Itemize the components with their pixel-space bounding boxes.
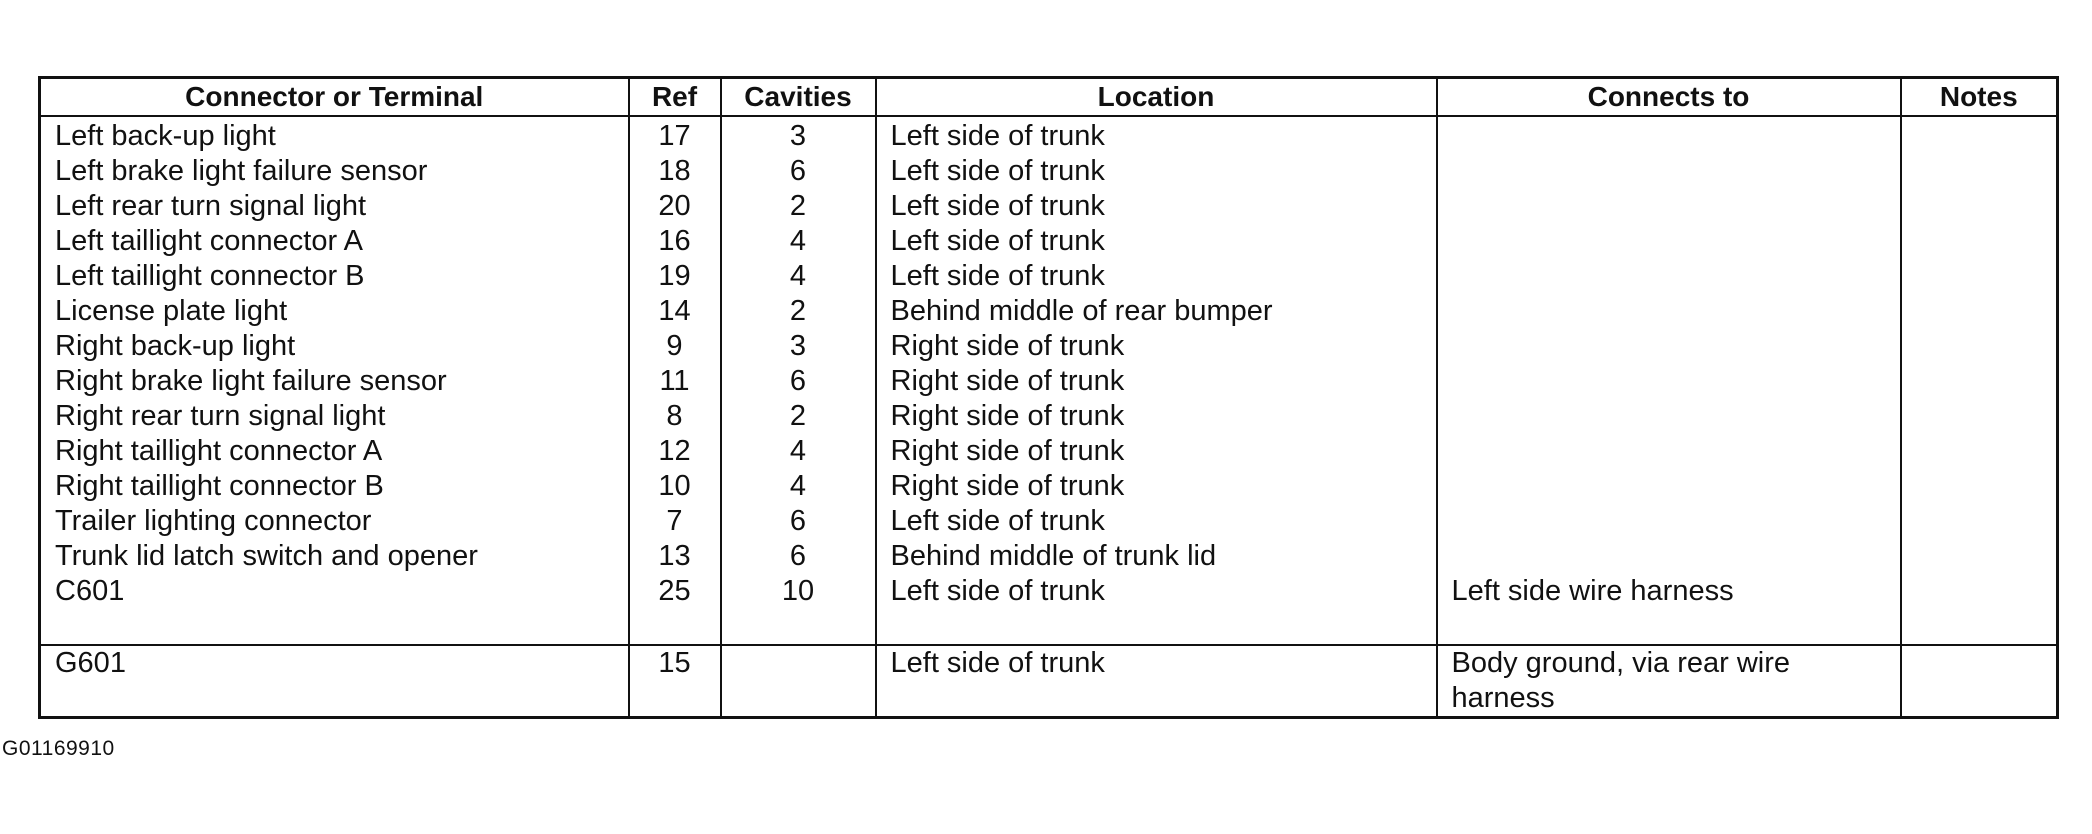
cell-notes [1901, 364, 2058, 399]
cell-connector: Left rear turn signal light [40, 189, 629, 224]
cell-ref: 13 [629, 539, 721, 574]
table-row [40, 224, 2058, 259]
table-body [40, 116, 2058, 718]
cell-cavities: 2 [721, 399, 876, 434]
table-row [40, 469, 2058, 504]
cell-connects-to [1437, 294, 1901, 329]
cell-notes [1901, 645, 2058, 718]
table-header [40, 78, 2058, 117]
cell-cavities: 2 [721, 189, 876, 224]
cell-connector: Right taillight connector B [40, 469, 629, 504]
table-row [40, 539, 2058, 574]
cell-connector: Left back-up light [40, 116, 629, 154]
cell-notes [1901, 329, 2058, 364]
cell-connects-to [1437, 399, 1901, 434]
cell-location: Right side of trunk [876, 364, 1437, 399]
cell-ref: 16 [629, 224, 721, 259]
cell-cavities: 6 [721, 154, 876, 189]
cell-ref: 19 [629, 259, 721, 294]
cell-connects-to [1437, 116, 1901, 154]
cell-connects-to [1437, 189, 1901, 224]
cell-ref: 8 [629, 399, 721, 434]
cell-cavities: 10 [721, 574, 876, 645]
cell-ref: 11 [629, 364, 721, 399]
cell-connector: License plate light [40, 294, 629, 329]
cell-notes [1901, 294, 2058, 329]
cell-notes [1901, 469, 2058, 504]
cell-location: Left side of trunk [876, 154, 1437, 189]
cell-notes [1901, 574, 2058, 645]
cell-ref: 9 [629, 329, 721, 364]
cell-ref: 10 [629, 469, 721, 504]
cell-connector: Right taillight connector A [40, 434, 629, 469]
cell-notes [1901, 434, 2058, 469]
cell-location: Behind middle of trunk lid [876, 539, 1437, 574]
table-row [40, 116, 2058, 154]
table-row [40, 154, 2058, 189]
table-row [40, 364, 2058, 399]
cell-connects-to [1437, 364, 1901, 399]
cell-connects-to [1437, 469, 1901, 504]
cell-location: Left side of trunk [876, 224, 1437, 259]
cell-connector: Trunk lid latch switch and opener [40, 539, 629, 574]
cell-notes [1901, 504, 2058, 539]
cell-notes [1901, 259, 2058, 294]
cell-connector: G601 [40, 645, 629, 718]
header-cavities: Cavities [721, 78, 876, 117]
cell-cavities: 2 [721, 294, 876, 329]
table-row [40, 434, 2058, 469]
header-connects-to: Connects to [1437, 78, 1901, 117]
cell-ref: 14 [629, 294, 721, 329]
table-row [40, 399, 2058, 434]
cell-location: Right side of trunk [876, 434, 1437, 469]
figure-code: G01169910 [2, 737, 115, 760]
cell-location: Left side of trunk [876, 189, 1437, 224]
cell-connects-to [1437, 434, 1901, 469]
cell-cavities: 4 [721, 434, 876, 469]
table-row [40, 189, 2058, 224]
table-row [40, 329, 2058, 364]
cell-connects-to: Body ground, via rear wire harness [1437, 645, 1901, 718]
cell-connector: Left brake light failure sensor [40, 154, 629, 189]
cell-connects-to [1437, 539, 1901, 574]
cell-connects-to [1437, 329, 1901, 364]
cell-ref: 15 [629, 645, 721, 718]
cell-location: Left side of trunk [876, 574, 1437, 645]
cell-ref: 18 [629, 154, 721, 189]
cell-connector: Left taillight connector A [40, 224, 629, 259]
table-row [40, 645, 2058, 718]
cell-cavities: 4 [721, 469, 876, 504]
cell-connects-to [1437, 224, 1901, 259]
connector-table [38, 76, 2059, 719]
cell-connector: Trailer lighting connector [40, 504, 629, 539]
cell-location: Right side of trunk [876, 469, 1437, 504]
cell-cavities: 3 [721, 116, 876, 154]
cell-connector: Right rear turn signal light [40, 399, 629, 434]
cell-connects-to [1437, 154, 1901, 189]
cell-cavities: 6 [721, 364, 876, 399]
cell-connector: Left taillight connector B [40, 259, 629, 294]
cell-cavities: 4 [721, 259, 876, 294]
cell-connector: Right brake light failure sensor [40, 364, 629, 399]
cell-location: Left side of trunk [876, 645, 1437, 718]
cell-cavities [721, 645, 876, 718]
cell-connector: Right back-up light [40, 329, 629, 364]
cell-ref: 25 [629, 574, 721, 645]
table-row [40, 504, 2058, 539]
cell-connects-to: Left side wire harness [1437, 574, 1901, 645]
cell-cavities: 4 [721, 224, 876, 259]
cell-notes [1901, 539, 2058, 574]
header-ref: Ref [629, 78, 721, 117]
cell-connects-to [1437, 259, 1901, 294]
cell-notes [1901, 189, 2058, 224]
cell-location: Right side of trunk [876, 329, 1437, 364]
cell-notes [1901, 116, 2058, 154]
cell-location: Left side of trunk [876, 504, 1437, 539]
cell-notes [1901, 224, 2058, 259]
cell-ref: 17 [629, 116, 721, 154]
cell-notes [1901, 399, 2058, 434]
cell-location: Left side of trunk [876, 116, 1437, 154]
header-location: Location [876, 78, 1437, 117]
table-row [40, 574, 2058, 645]
cell-location: Left side of trunk [876, 259, 1437, 294]
header-row [40, 78, 2058, 117]
cell-location: Behind middle of rear bumper [876, 294, 1437, 329]
cell-ref: 12 [629, 434, 721, 469]
cell-cavities: 6 [721, 504, 876, 539]
header-notes: Notes [1901, 78, 2058, 117]
cell-cavities: 3 [721, 329, 876, 364]
cell-ref: 20 [629, 189, 721, 224]
cell-location: Right side of trunk [876, 399, 1437, 434]
header-connector: Connector or Terminal [40, 78, 629, 117]
table-row [40, 259, 2058, 294]
cell-notes [1901, 154, 2058, 189]
cell-connects-to [1437, 504, 1901, 539]
table-row [40, 294, 2058, 329]
cell-cavities: 6 [721, 539, 876, 574]
cell-ref: 7 [629, 504, 721, 539]
cell-connector: C601 [40, 574, 629, 645]
